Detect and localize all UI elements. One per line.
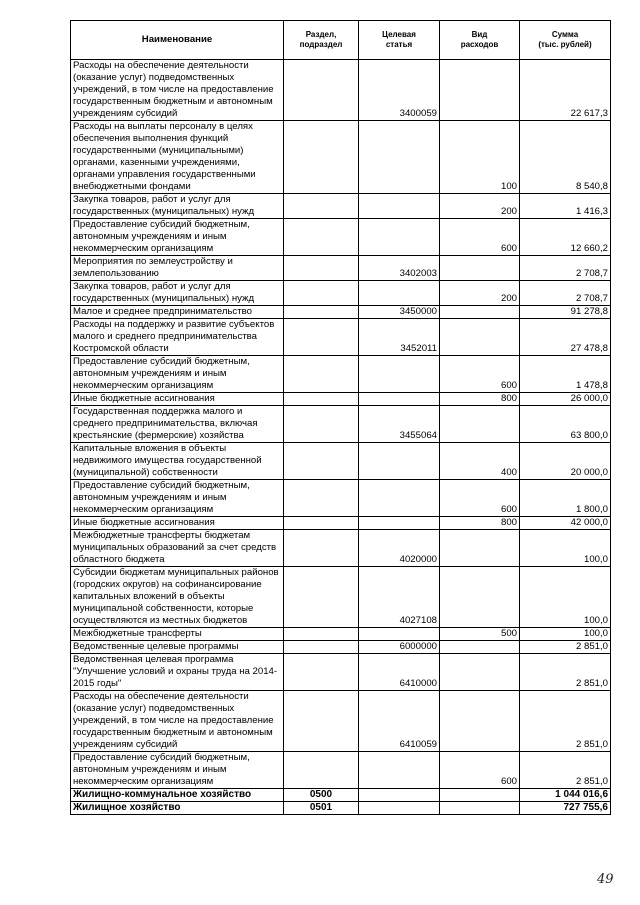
row-target: 3455064 [359, 406, 440, 443]
row-target [359, 219, 440, 256]
row-type: 800 [440, 517, 520, 530]
row-name: Ведомственные целевые программы [71, 641, 284, 654]
row-sum: 2 851,0 [520, 752, 611, 789]
table-row [71, 219, 611, 256]
row-section [284, 406, 359, 443]
table-row [71, 281, 611, 306]
row-type [440, 802, 520, 815]
row-sum: 100,0 [520, 530, 611, 567]
row-sum: 2 708,7 [520, 256, 611, 281]
row-name: Субсидии бюджетам муниципальных районов (городских округов) на софинансирование капитальных вложений в объекты муниципальной собственности, которые осуществляются из местных бюджетов [71, 567, 284, 628]
row-sum: 2 851,0 [520, 654, 611, 691]
row-name: Иные бюджетные ассигнования [71, 393, 284, 406]
row-target [359, 628, 440, 641]
row-name: Капитальные вложения в объекты недвижимого имущества государственной (муниципальной) собственности [71, 443, 284, 480]
row-type: 200 [440, 281, 520, 306]
row-sum: 20 000,0 [520, 443, 611, 480]
table-row [71, 319, 611, 356]
row-name: Закупка товаров, работ и услуг для государственных (муниципальных) нужд [71, 281, 284, 306]
row-target [359, 517, 440, 530]
row-name: Межбюджетные трансферты [71, 628, 284, 641]
row-sum: 727 755,6 [520, 802, 611, 815]
row-section [284, 60, 359, 121]
row-type [440, 256, 520, 281]
row-name: Расходы на обеспечение деятельности (оказание услуг) подведомственных учреждений, в том числе на предоставление государственным бюджетным и автономным учреждениям субсидий [71, 691, 284, 752]
row-type [440, 60, 520, 121]
row-type: 600 [440, 219, 520, 256]
row-target: 4020000 [359, 530, 440, 567]
row-type: 600 [440, 356, 520, 393]
row-name: Закупка товаров, работ и услуг для государственных (муниципальных) нужд [71, 194, 284, 219]
budget-table [70, 20, 611, 815]
table-row [71, 691, 611, 752]
table-row [71, 530, 611, 567]
row-sum: 1 416,3 [520, 194, 611, 219]
row-sum: 2 708,7 [520, 281, 611, 306]
row-target: 6410000 [359, 654, 440, 691]
header-target: Целевая статья [359, 21, 440, 60]
row-section [284, 281, 359, 306]
row-name: Жилищно-коммунальное хозяйство [71, 789, 284, 802]
table-row [71, 480, 611, 517]
row-target [359, 802, 440, 815]
table-row [71, 256, 611, 281]
page-number: 49 [597, 872, 614, 887]
row-target: 4027108 [359, 567, 440, 628]
row-sum: 91 278,8 [520, 306, 611, 319]
row-type: 800 [440, 393, 520, 406]
table-row [71, 654, 611, 691]
table-row [71, 517, 611, 530]
row-section [284, 628, 359, 641]
header-name: Наименование [71, 21, 284, 60]
row-section: 0500 [284, 789, 359, 802]
row-target [359, 121, 440, 194]
header-section: Раздел, подраздел [284, 21, 359, 60]
table-row [71, 752, 611, 789]
row-name: Расходы на выплаты персоналу в целях обеспечения выполнения функций государственными (муниципальными) органами, казенными учреждениями, органами управления государственными внебюджетными фондами [71, 121, 284, 194]
row-sum: 100,0 [520, 567, 611, 628]
row-target [359, 281, 440, 306]
row-section [284, 393, 359, 406]
row-name: Мероприятия по землеустройству и землепользованию [71, 256, 284, 281]
row-section [284, 517, 359, 530]
row-sum: 27 478,8 [520, 319, 611, 356]
table-row [71, 306, 611, 319]
row-sum: 1 800,0 [520, 480, 611, 517]
row-type [440, 691, 520, 752]
row-target: 3452011 [359, 319, 440, 356]
row-type [440, 306, 520, 319]
row-target [359, 789, 440, 802]
row-section [284, 530, 359, 567]
table-row [71, 406, 611, 443]
table-row [71, 443, 611, 480]
row-section: 0501 [284, 802, 359, 815]
row-section [284, 443, 359, 480]
row-sum: 42 000,0 [520, 517, 611, 530]
row-name: Предоставление субсидий бюджетным, автономным учреждениям и иным некоммерческим организациям [71, 219, 284, 256]
header-row [71, 21, 611, 60]
row-name: Государственная поддержка малого и среднего предпринимательства, включая крестьянские (фермерские) хозяйства [71, 406, 284, 443]
row-section [284, 691, 359, 752]
table-row [71, 121, 611, 194]
row-target: 6410059 [359, 691, 440, 752]
row-type [440, 406, 520, 443]
row-section [284, 256, 359, 281]
row-section [284, 319, 359, 356]
table-row [71, 802, 611, 815]
row-type [440, 789, 520, 802]
row-section [284, 752, 359, 789]
row-section [284, 194, 359, 219]
row-section [284, 654, 359, 691]
row-sum: 1 044 016,6 [520, 789, 611, 802]
row-name: Малое и среднее предпринимательство [71, 306, 284, 319]
table-row [71, 194, 611, 219]
row-name: Расходы на обеспечение деятельности (оказание услуг) подведомственных учреждений, в том числе на предоставление государственным бюджетным и автономным учреждениям субсидий [71, 60, 284, 121]
row-type: 400 [440, 443, 520, 480]
row-sum: 1 478,8 [520, 356, 611, 393]
row-name: Межбюджетные трансферты бюджетам муниципальных образований за счет средств областного бюджета [71, 530, 284, 567]
row-sum: 22 617,3 [520, 60, 611, 121]
row-sum: 63 800,0 [520, 406, 611, 443]
row-type [440, 530, 520, 567]
row-section [284, 356, 359, 393]
table-row [71, 356, 611, 393]
row-target: 6000000 [359, 641, 440, 654]
row-name: Жилищное хозяйство [71, 802, 284, 815]
row-type: 600 [440, 480, 520, 517]
row-sum: 100,0 [520, 628, 611, 641]
row-sum: 2 851,0 [520, 691, 611, 752]
row-target: 3400059 [359, 60, 440, 121]
row-type [440, 567, 520, 628]
row-type: 100 [440, 121, 520, 194]
row-target [359, 480, 440, 517]
table-row [71, 628, 611, 641]
row-sum: 26 000,0 [520, 393, 611, 406]
row-target [359, 356, 440, 393]
row-section [284, 641, 359, 654]
row-target [359, 393, 440, 406]
row-section [284, 121, 359, 194]
header-sum: Сумма (тыс. рублей) [520, 21, 611, 60]
table-row [71, 789, 611, 802]
row-name: Предоставление субсидий бюджетным, автономным учреждениям и иным некоммерческим организациям [71, 752, 284, 789]
row-section [284, 306, 359, 319]
table-row [71, 60, 611, 121]
row-type: 200 [440, 194, 520, 219]
row-name: Иные бюджетные ассигнования [71, 517, 284, 530]
row-target [359, 443, 440, 480]
row-name: Предоставление субсидий бюджетным, автономным учреждениям и иным некоммерческим организациям [71, 480, 284, 517]
row-type: 500 [440, 628, 520, 641]
row-section [284, 219, 359, 256]
row-name: Предоставление субсидий бюджетным, автономным учреждениям и иным некоммерческим организациям [71, 356, 284, 393]
row-sum: 8 540,8 [520, 121, 611, 194]
table-row [71, 567, 611, 628]
row-target [359, 752, 440, 789]
row-type [440, 654, 520, 691]
row-section [284, 567, 359, 628]
header-type: Вид расходов [440, 21, 520, 60]
row-sum: 2 851,0 [520, 641, 611, 654]
row-target: 3402003 [359, 256, 440, 281]
row-name: Ведомственная целевая программа "Улучшение условий и охраны труда на 2014-2015 годы" [71, 654, 284, 691]
row-section [284, 480, 359, 517]
table-row [71, 641, 611, 654]
row-target: 3450000 [359, 306, 440, 319]
table-row [71, 393, 611, 406]
row-sum: 12 660,2 [520, 219, 611, 256]
row-type [440, 319, 520, 356]
row-type: 600 [440, 752, 520, 789]
row-target [359, 194, 440, 219]
row-type [440, 641, 520, 654]
row-name: Расходы на поддержку и развитие субъектов малого и среднего предпринимательства Костромской области [71, 319, 284, 356]
